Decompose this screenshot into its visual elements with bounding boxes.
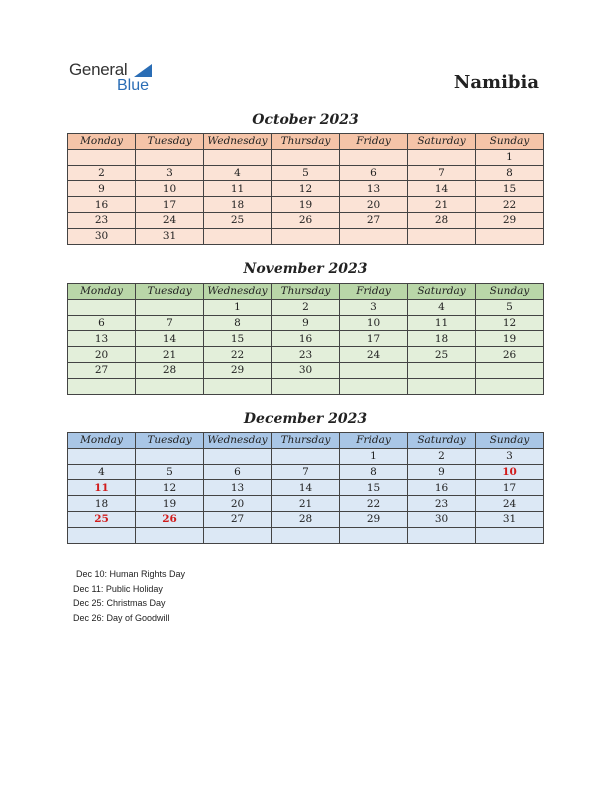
week-row	[68, 347, 544, 363]
week-row	[68, 527, 544, 543]
day-cell: 27	[68, 362, 136, 378]
day-cell: 22	[476, 197, 544, 213]
day-cell: 26	[136, 511, 204, 527]
day-cell: 28	[136, 362, 204, 378]
day-cell: 25	[68, 511, 136, 527]
day-cell: 9	[68, 181, 136, 197]
day-cell	[340, 527, 408, 543]
weekday-tuesday: Tuesday	[136, 134, 204, 150]
day-cell: 12	[476, 315, 544, 331]
calendar-october	[67, 133, 544, 245]
day-cell: 20	[68, 347, 136, 363]
day-cell: 5	[136, 464, 204, 480]
day-cell: 4	[408, 299, 476, 315]
day-cell: 13	[340, 181, 408, 197]
country-title: Namibia	[453, 72, 539, 93]
day-cell: 15	[340, 480, 408, 496]
holiday-notes	[73, 567, 185, 625]
holiday-note: Dec 26: Day of Goodwill	[73, 612, 170, 623]
weekday-thursday: Thursday	[272, 433, 340, 449]
day-cell: 2	[68, 165, 136, 181]
day-cell: 5	[272, 165, 340, 181]
day-cell: 3	[340, 299, 408, 315]
day-cell	[340, 378, 408, 394]
day-cell	[340, 149, 408, 165]
day-cell: 14	[272, 480, 340, 496]
day-cell	[136, 149, 204, 165]
day-cell	[272, 228, 340, 244]
day-cell	[204, 228, 272, 244]
week-row	[68, 197, 544, 213]
day-cell: 24	[476, 496, 544, 512]
day-cell: 9	[408, 464, 476, 480]
day-cell: 30	[68, 228, 136, 244]
day-cell: 9	[272, 315, 340, 331]
day-cell: 28	[408, 212, 476, 228]
day-cell: 24	[136, 212, 204, 228]
month-title-october: October 2023	[252, 112, 359, 128]
day-cell: 1	[204, 299, 272, 315]
day-cell: 10	[136, 181, 204, 197]
day-cell	[408, 228, 476, 244]
day-cell: 26	[272, 212, 340, 228]
day-cell: 29	[340, 511, 408, 527]
day-cell: 20	[204, 496, 272, 512]
weekday-header-row	[68, 284, 544, 300]
day-cell	[476, 228, 544, 244]
week-row	[68, 315, 544, 331]
day-cell	[408, 149, 476, 165]
week-row	[68, 149, 544, 165]
day-cell: 14	[136, 331, 204, 347]
day-cell: 17	[476, 480, 544, 496]
weekday-wednesday: Wednesday	[204, 433, 272, 449]
calendar-december	[67, 432, 544, 544]
day-cell: 4	[68, 464, 136, 480]
week-row	[68, 299, 544, 315]
day-cell: 15	[476, 181, 544, 197]
day-cell	[476, 527, 544, 543]
week-row	[68, 165, 544, 181]
day-cell: 3	[136, 165, 204, 181]
day-cell: 24	[340, 347, 408, 363]
week-row	[68, 181, 544, 197]
day-cell: 4	[204, 165, 272, 181]
day-cell	[68, 448, 136, 464]
month-title-december: December 2023	[243, 411, 368, 427]
day-cell: 20	[340, 197, 408, 213]
day-cell: 25	[204, 212, 272, 228]
day-cell: 5	[476, 299, 544, 315]
day-cell	[476, 378, 544, 394]
day-cell	[136, 448, 204, 464]
day-cell: 21	[136, 347, 204, 363]
weekday-friday: Friday	[340, 134, 408, 150]
weekday-saturday: Saturday	[408, 433, 476, 449]
week-row	[68, 464, 544, 480]
weekday-tuesday: Tuesday	[136, 284, 204, 300]
day-cell: 31	[476, 511, 544, 527]
day-cell: 16	[68, 197, 136, 213]
day-cell: 10	[340, 315, 408, 331]
day-cell	[408, 527, 476, 543]
weekday-thursday: Thursday	[272, 284, 340, 300]
day-cell: 16	[408, 480, 476, 496]
holiday-note: Dec 10: Human Rights Day	[76, 569, 186, 579]
day-cell	[204, 149, 272, 165]
day-cell: 6	[68, 315, 136, 331]
day-cell: 27	[204, 511, 272, 527]
day-cell: 23	[68, 212, 136, 228]
day-cell	[340, 228, 408, 244]
day-cell: 2	[408, 448, 476, 464]
day-cell: 6	[340, 165, 408, 181]
week-row	[68, 480, 544, 496]
day-cell	[340, 362, 408, 378]
day-cell: 23	[408, 496, 476, 512]
day-cell: 7	[136, 315, 204, 331]
day-cell: 19	[476, 331, 544, 347]
weekday-saturday: Saturday	[408, 134, 476, 150]
logo-blue-text: Blue	[117, 77, 150, 94]
day-cell	[204, 378, 272, 394]
day-cell	[136, 299, 204, 315]
day-cell: 13	[204, 480, 272, 496]
weekday-wednesday: Wednesday	[204, 134, 272, 150]
week-row	[68, 511, 544, 527]
day-cell	[136, 378, 204, 394]
day-cell	[68, 527, 136, 543]
day-cell: 30	[408, 511, 476, 527]
day-cell: 11	[408, 315, 476, 331]
day-cell: 6	[204, 464, 272, 480]
general-blue-logo	[69, 60, 169, 96]
day-cell	[272, 378, 340, 394]
day-cell: 16	[272, 331, 340, 347]
week-row	[68, 378, 544, 394]
day-cell: 29	[204, 362, 272, 378]
day-cell: 21	[408, 197, 476, 213]
weekday-monday: Monday	[68, 433, 136, 449]
day-cell: 19	[272, 197, 340, 213]
month-title-november: November 2023	[243, 261, 368, 277]
day-cell: 22	[340, 496, 408, 512]
day-cell	[408, 362, 476, 378]
week-row	[68, 228, 544, 244]
weekday-saturday: Saturday	[408, 284, 476, 300]
weekday-thursday: Thursday	[272, 134, 340, 150]
day-cell: 17	[136, 197, 204, 213]
day-cell: 8	[204, 315, 272, 331]
week-row	[68, 448, 544, 464]
day-cell: 23	[272, 347, 340, 363]
day-cell: 10	[476, 464, 544, 480]
day-cell: 1	[340, 448, 408, 464]
weekday-sunday: Sunday	[476, 134, 544, 150]
day-cell	[476, 362, 544, 378]
day-cell	[204, 448, 272, 464]
day-cell: 18	[204, 197, 272, 213]
weekday-friday: Friday	[340, 284, 408, 300]
day-cell	[272, 448, 340, 464]
day-cell: 12	[136, 480, 204, 496]
day-cell: 19	[136, 496, 204, 512]
weekday-monday: Monday	[68, 134, 136, 150]
week-row	[68, 212, 544, 228]
day-cell: 30	[272, 362, 340, 378]
week-row	[68, 362, 544, 378]
day-cell	[204, 527, 272, 543]
day-cell: 12	[272, 181, 340, 197]
calendar-november	[67, 283, 544, 395]
day-cell: 28	[272, 511, 340, 527]
holiday-note: Dec 25: Christmas Day	[73, 598, 166, 608]
weekday-tuesday: Tuesday	[136, 433, 204, 449]
day-cell: 3	[476, 448, 544, 464]
weekday-wednesday: Wednesday	[204, 284, 272, 300]
day-cell	[272, 527, 340, 543]
day-cell: 13	[68, 331, 136, 347]
weekday-header-row	[68, 134, 544, 150]
day-cell	[68, 149, 136, 165]
day-cell: 7	[408, 165, 476, 181]
weekday-monday: Monday	[68, 284, 136, 300]
day-cell	[68, 378, 136, 394]
day-cell: 18	[68, 496, 136, 512]
weekday-sunday: Sunday	[476, 433, 544, 449]
day-cell: 8	[476, 165, 544, 181]
logo-general-text: General	[69, 60, 128, 79]
day-cell: 25	[408, 347, 476, 363]
weekday-friday: Friday	[340, 433, 408, 449]
day-cell: 31	[136, 228, 204, 244]
day-cell: 21	[272, 496, 340, 512]
day-cell: 1	[476, 149, 544, 165]
weekday-sunday: Sunday	[476, 284, 544, 300]
weekday-header-row	[68, 433, 544, 449]
holiday-note: Dec 11: Public Holiday	[73, 583, 163, 594]
day-cell	[68, 299, 136, 315]
day-cell: 2	[272, 299, 340, 315]
day-cell: 8	[340, 464, 408, 480]
logo-triangle-icon	[134, 64, 152, 77]
day-cell: 26	[476, 347, 544, 363]
day-cell: 7	[272, 464, 340, 480]
day-cell: 11	[68, 480, 136, 496]
day-cell: 17	[340, 331, 408, 347]
day-cell	[408, 378, 476, 394]
day-cell	[136, 527, 204, 543]
day-cell: 27	[340, 212, 408, 228]
day-cell: 11	[204, 181, 272, 197]
day-cell: 18	[408, 331, 476, 347]
day-cell: 22	[204, 347, 272, 363]
week-row	[68, 496, 544, 512]
day-cell: 29	[476, 212, 544, 228]
day-cell: 15	[204, 331, 272, 347]
day-cell	[272, 149, 340, 165]
week-row	[68, 331, 544, 347]
day-cell: 14	[408, 181, 476, 197]
